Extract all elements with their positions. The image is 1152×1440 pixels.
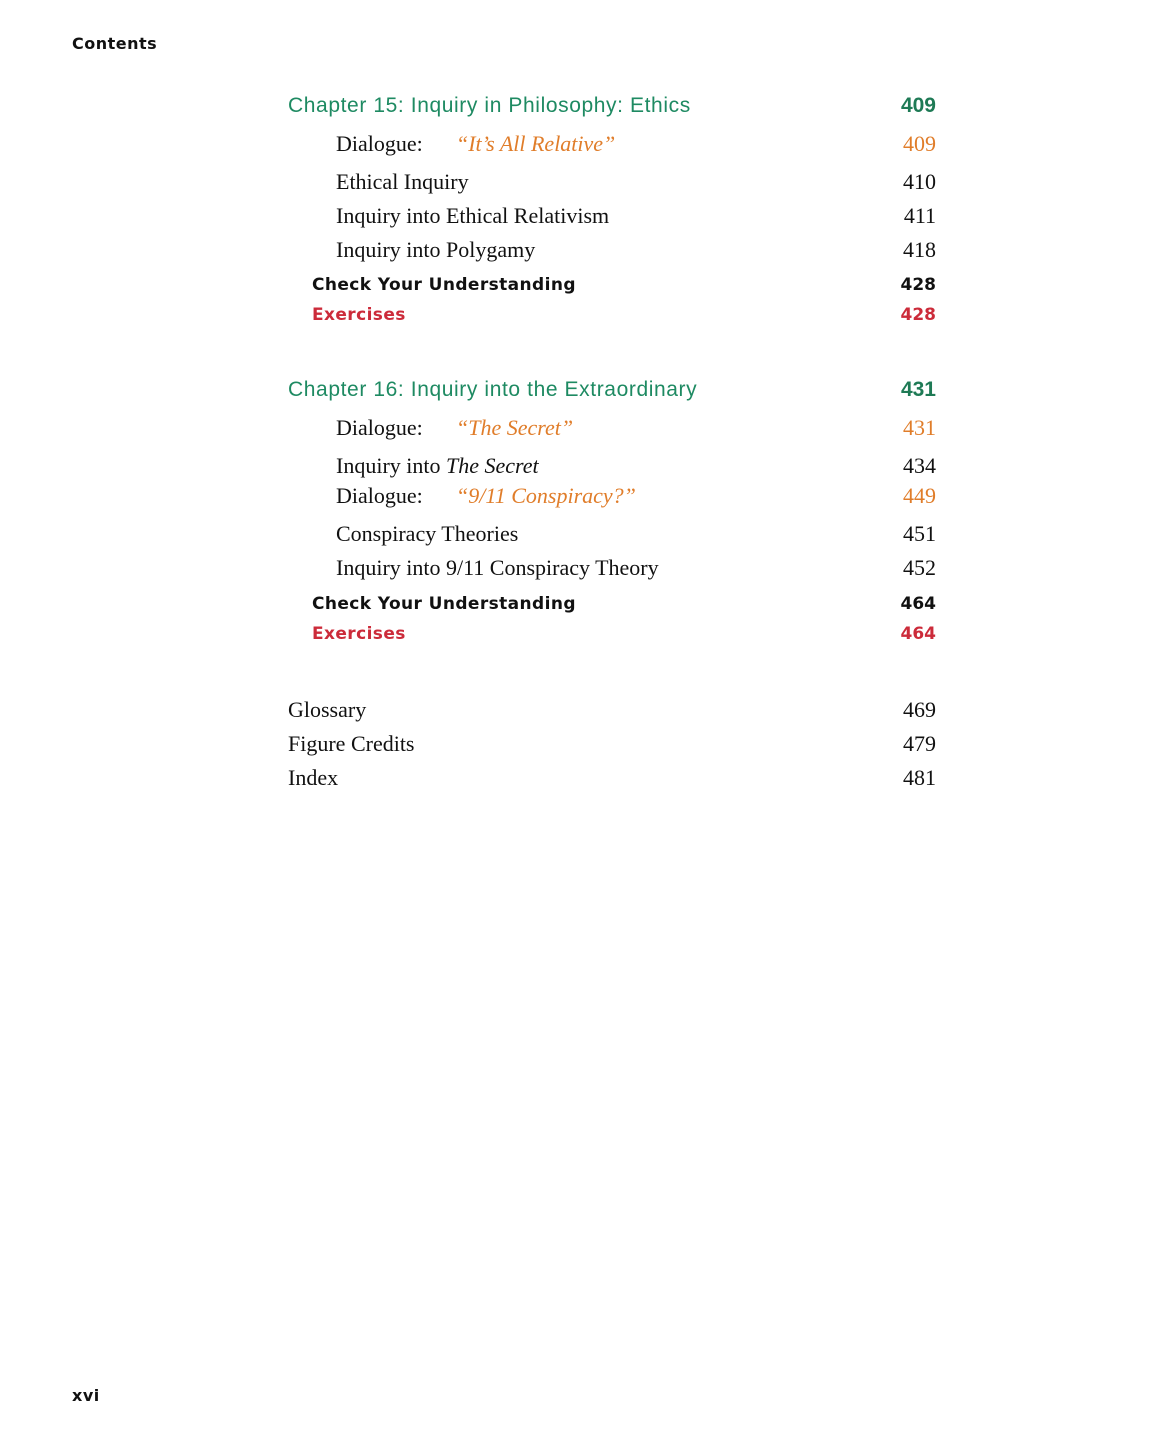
section-page: 434 [903, 453, 936, 478]
backmatter-page: 469 [903, 697, 936, 722]
toc-section[interactable] [0, 521, 1152, 555]
toc-chapter-15[interactable] [0, 94, 1152, 128]
toc-glossary[interactable] [0, 697, 1152, 731]
toc-check-understanding[interactable] [0, 594, 1152, 628]
toc-index[interactable] [0, 765, 1152, 799]
chapter-page: 431 [900, 378, 936, 401]
running-head: Contents [72, 34, 158, 53]
section-title: Inquiry into 9/11 Conspiracy Theory [336, 555, 659, 580]
toc-section[interactable] [0, 453, 1152, 487]
dialogue-label: Dialogue: “9/11 Conspiracy?” [336, 483, 636, 508]
dialogue-label: Dialogue: “It’s All Relative” [336, 131, 616, 156]
check-title: Check Your Understanding [312, 594, 576, 614]
section-title: Ethical Inquiry [336, 169, 469, 194]
dialogue-page: 409 [903, 131, 936, 156]
section-page: 411 [903, 203, 936, 228]
chapter-page: 409 [900, 94, 936, 117]
section-page: 410 [903, 169, 936, 194]
toc-dialogue[interactable] [0, 483, 1152, 517]
toc-section[interactable] [0, 203, 1152, 237]
exercises-title: Exercises [312, 305, 406, 325]
chapter-title: Chapter 15: Inquiry in Philosophy: Ethics [288, 94, 691, 117]
check-title: Check Your Understanding [312, 275, 576, 295]
toc-check-understanding[interactable] [0, 275, 1152, 309]
check-page: 464 [900, 594, 936, 614]
section-page: 418 [903, 237, 936, 262]
toc-chapter-16[interactable] [0, 378, 1152, 412]
section-title: Conspiracy Theories [336, 521, 519, 546]
chapter-title: Chapter 16: Inquiry into the Extraordinary [288, 378, 698, 401]
toc-section[interactable] [0, 237, 1152, 271]
toc-figure-credits[interactable] [0, 731, 1152, 765]
exercises-page: 428 [900, 305, 936, 325]
section-page: 452 [903, 555, 936, 580]
exercises-title: Exercises [312, 624, 406, 644]
toc-exercises[interactable] [0, 624, 1152, 658]
dialogue-page: 431 [903, 415, 936, 440]
toc-dialogue[interactable] [0, 131, 1152, 165]
check-page: 428 [900, 275, 936, 295]
section-page: 451 [903, 521, 936, 546]
backmatter-page: 479 [903, 731, 936, 756]
toc-exercises[interactable] [0, 305, 1152, 339]
section-title: Inquiry into Polygamy [336, 237, 536, 262]
toc-section[interactable] [0, 169, 1152, 203]
exercises-page: 464 [900, 624, 936, 644]
dialogue-label: Dialogue: “The Secret” [336, 415, 574, 440]
backmatter-page: 481 [903, 765, 936, 790]
page-folio: xvi [72, 1386, 100, 1405]
dialogue-name: “It’s All Relative” [456, 131, 616, 156]
backmatter-title: Index [288, 765, 339, 790]
dialogue-name: “The Secret” [456, 415, 574, 440]
toc-dialogue[interactable] [0, 415, 1152, 449]
dialogue-name: “9/11 Conspiracy?” [456, 483, 636, 508]
backmatter-title: Glossary [288, 697, 367, 722]
toc-section[interactable] [0, 555, 1152, 589]
dialogue-page: 449 [903, 483, 936, 508]
section-title: Inquiry into Ethical Relativism [336, 203, 610, 228]
section-title: Inquiry into The Secret [336, 453, 539, 478]
backmatter-title: Figure Credits [288, 731, 415, 756]
